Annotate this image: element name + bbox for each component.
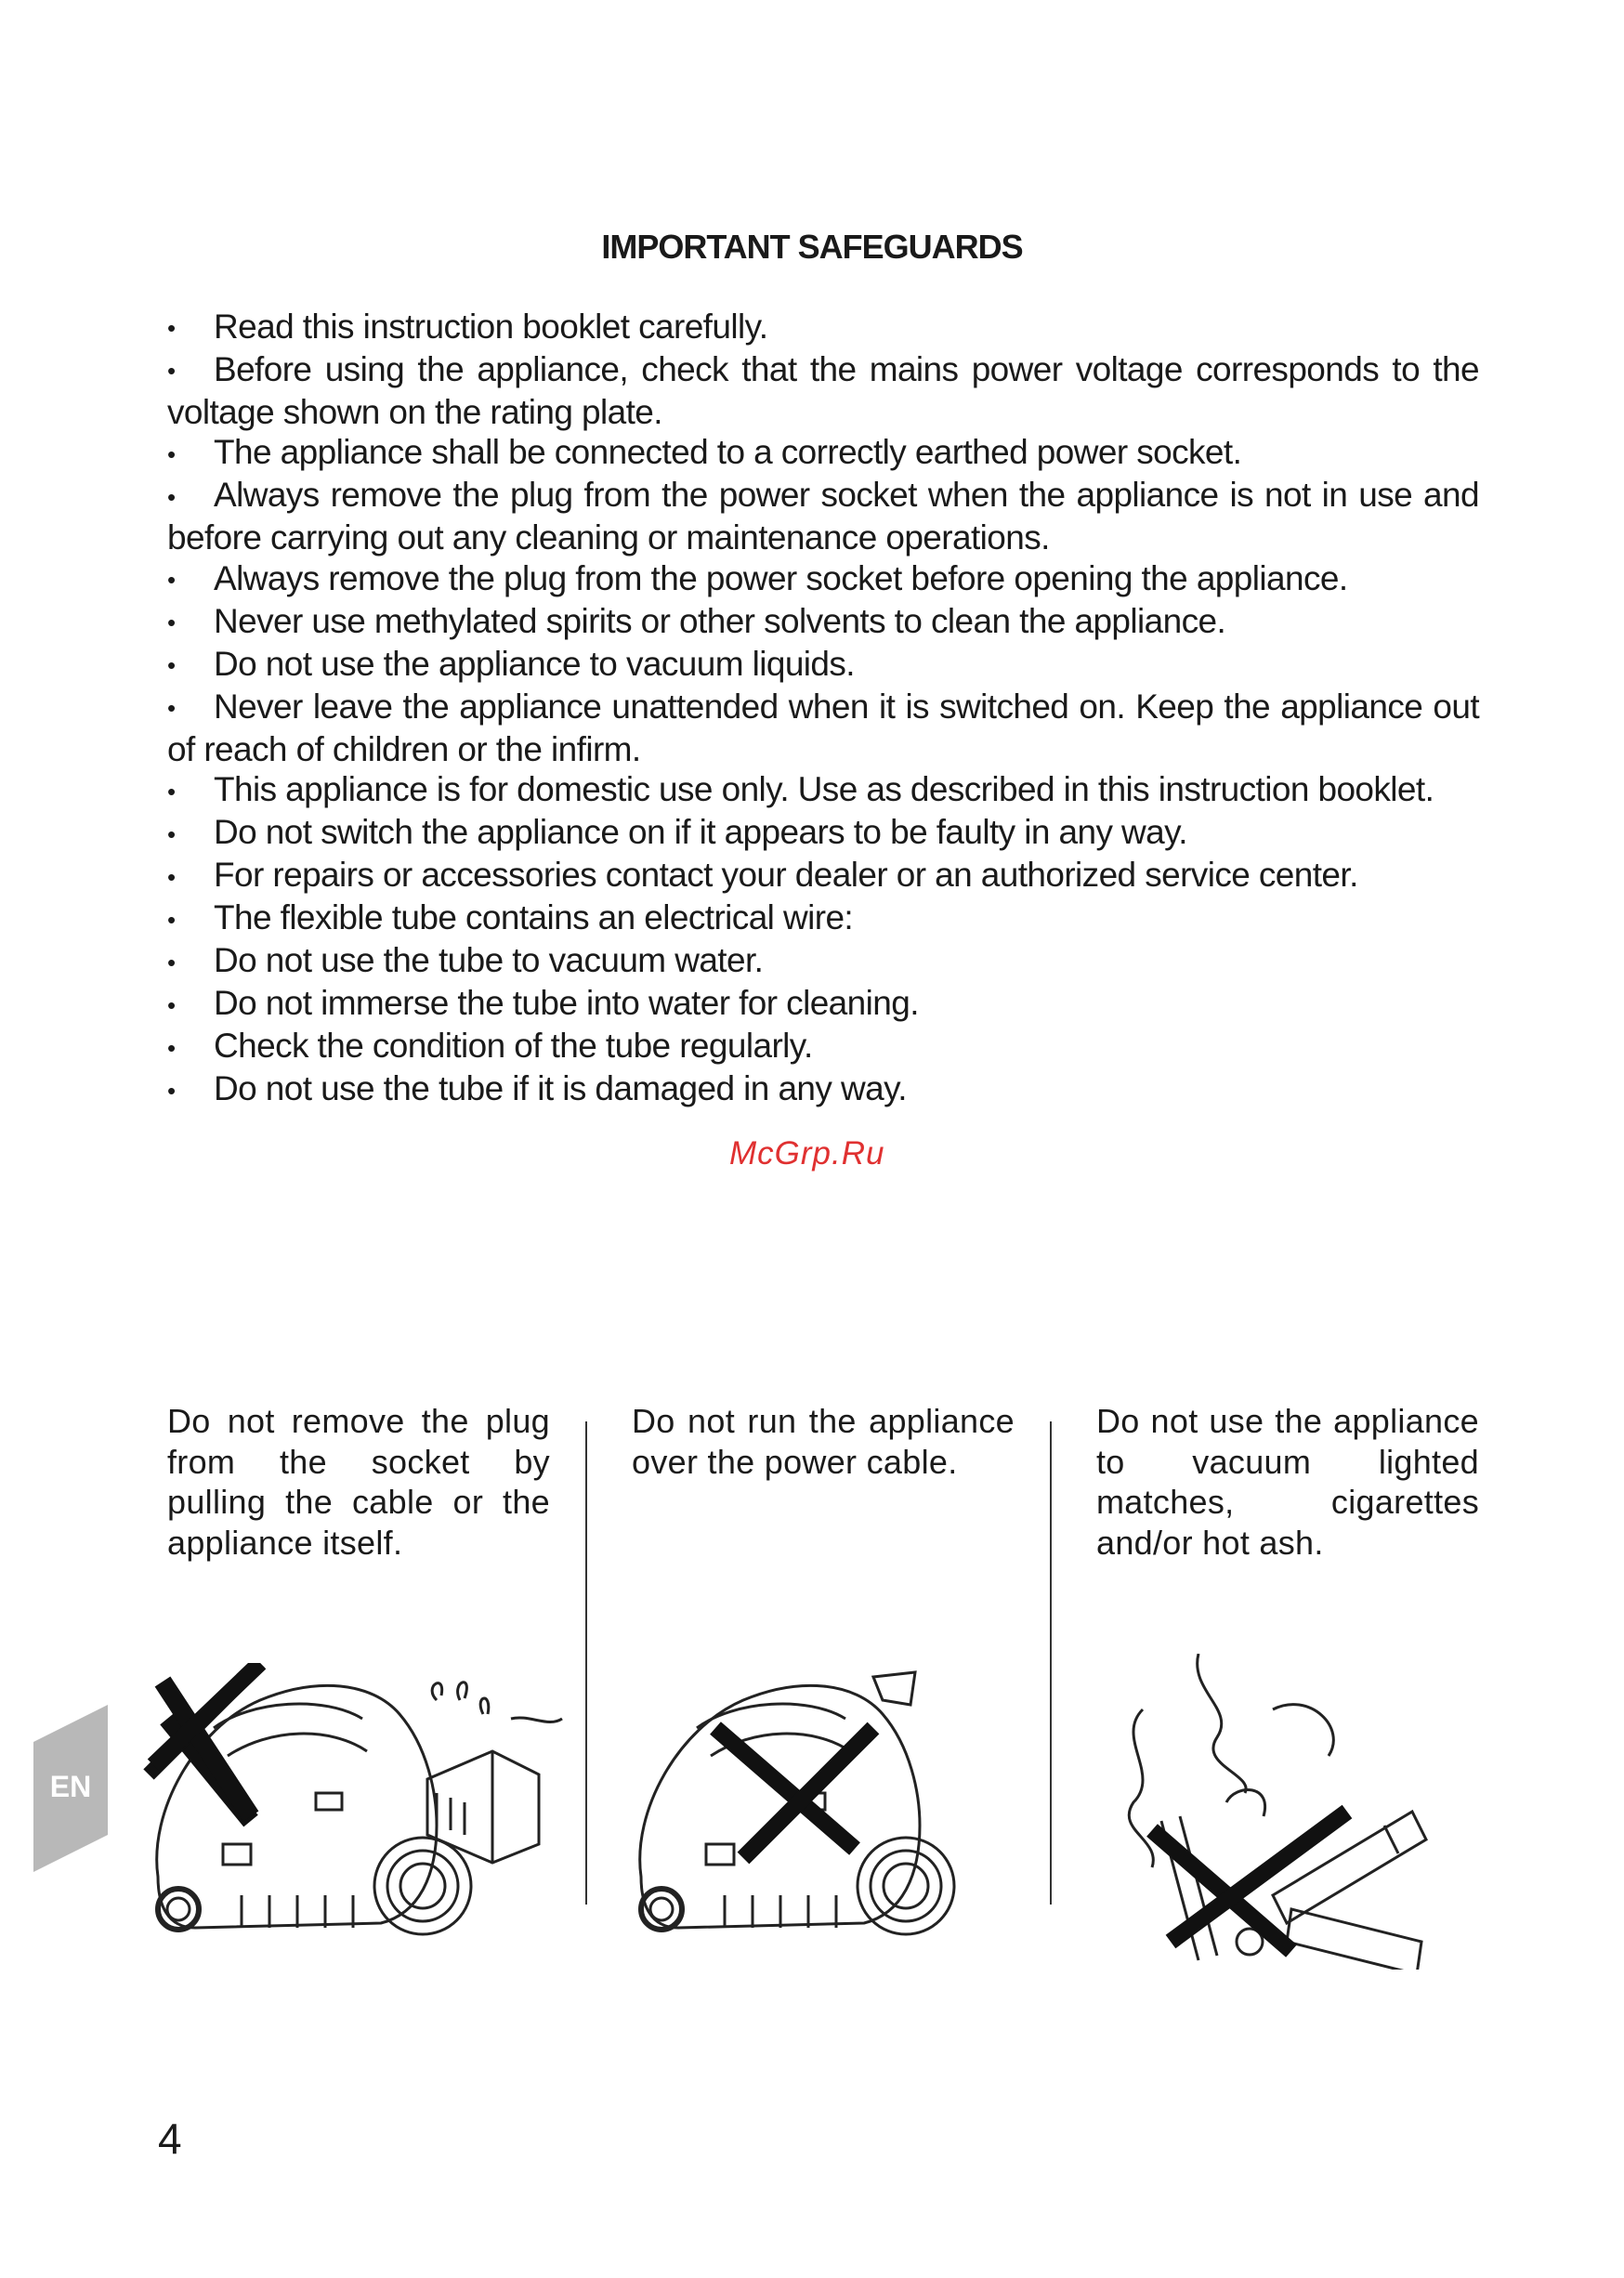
bullet-icon: • (167, 651, 176, 680)
safeguards-list (167, 307, 1479, 1111)
bullet-icon: • (167, 609, 176, 637)
list-item (167, 432, 1479, 475)
vacuum-over-cable-illustration (613, 1663, 1050, 1979)
list-item-text: Do not immerse the tube into water for cleaning. (214, 984, 919, 1023)
bullet-icon: • (167, 1076, 176, 1105)
list-item (167, 1026, 1479, 1068)
warning-text-run-over: Do not run the appliance over the power cable. (632, 1402, 1015, 1481)
bullet-icon: • (167, 1033, 176, 1062)
bullet-icon: • (167, 777, 176, 805)
list-item (167, 983, 1479, 1026)
list-item-text: Check the condition of the tube regularly. (214, 1027, 813, 1066)
cigarettes-matches-illustration (1106, 1654, 1459, 1970)
bullet-icon: • (167, 314, 176, 343)
list-item-text: Do not switch the appliance on if it appears to be faulty in any way. (214, 813, 1187, 852)
list-item (167, 558, 1479, 601)
list-item (167, 812, 1479, 855)
list-item-text: Before using the appliance, check that the mains power voltage corresponds to the voltage shown on the rating plate. (167, 349, 1479, 431)
list-item-text: Always remove the plug from the power socket before opening the appliance. (214, 558, 1348, 597)
bullet-icon: • (167, 862, 176, 891)
list-item-text: The appliance shall be connected to a correctly earthed power socket. (214, 433, 1242, 472)
warning-text-hot-ash: Do not use the appliance to vacuum lighted matches, cigarettes and/or hot ash. (1096, 1402, 1479, 1562)
list-item-text: Do not use the tube if it is damaged in any way. (214, 1069, 907, 1108)
list-item-text: Never use methylated spirits or other solvents to clean the appliance. (214, 601, 1226, 640)
list-item (167, 349, 1479, 432)
bullet-icon: • (167, 694, 176, 723)
list-item-text: This appliance is for domestic use only. Use as described in this instruction booklet. (214, 770, 1434, 809)
vacuum-cable-pull-illustration (139, 1663, 576, 1979)
column-divider (585, 1421, 587, 1905)
list-item-text: For repairs or accessories contact your dealer or an authorized service center. (214, 856, 1358, 895)
list-item-text: Never leave the appliance unattended when it is switched on. Keep the appliance out of reach of children or the infirm. (167, 687, 1479, 768)
list-item-text: Do not use the tube to vacuum water. (214, 941, 764, 980)
list-item-text: Do not use the appliance to vacuum liquids. (214, 644, 855, 683)
list-item (167, 475, 1479, 557)
bullet-icon: • (167, 905, 176, 934)
list-item-text: The flexible tube contains an electrical wire: (214, 898, 854, 937)
list-item (167, 644, 1479, 687)
column-divider (1050, 1421, 1052, 1905)
warning-text-cable: Do not remove the plug from the socket by pulling the cable or the appliance itself. (167, 1402, 550, 1562)
bullet-icon: • (167, 948, 176, 976)
page-title: IMPORTANT SAFEGUARDS (601, 228, 1023, 266)
bullet-icon: • (167, 990, 176, 1019)
list-item (167, 687, 1479, 769)
list-item (167, 307, 1479, 349)
list-item (167, 769, 1479, 812)
list-item (167, 940, 1479, 983)
bullet-icon: • (167, 819, 176, 848)
language-label: EN (49, 1770, 92, 1803)
list-item (167, 601, 1479, 644)
page-number: 4 (158, 2114, 182, 2163)
watermark: McGrp.Ru (729, 1135, 885, 1172)
list-item-text: Read this instruction booklet carefully. (214, 308, 768, 346)
list-item (167, 897, 1479, 940)
bullet-icon: • (167, 482, 176, 511)
bullet-icon: • (167, 566, 176, 595)
list-item (167, 1068, 1479, 1111)
bullet-icon: • (167, 439, 176, 468)
list-item-text: Always remove the plug from the power socket when the appliance is not in use and before carrying out any cleaning or maintenance operations. (167, 476, 1479, 557)
bullet-icon: • (167, 357, 176, 386)
list-item (167, 855, 1479, 897)
